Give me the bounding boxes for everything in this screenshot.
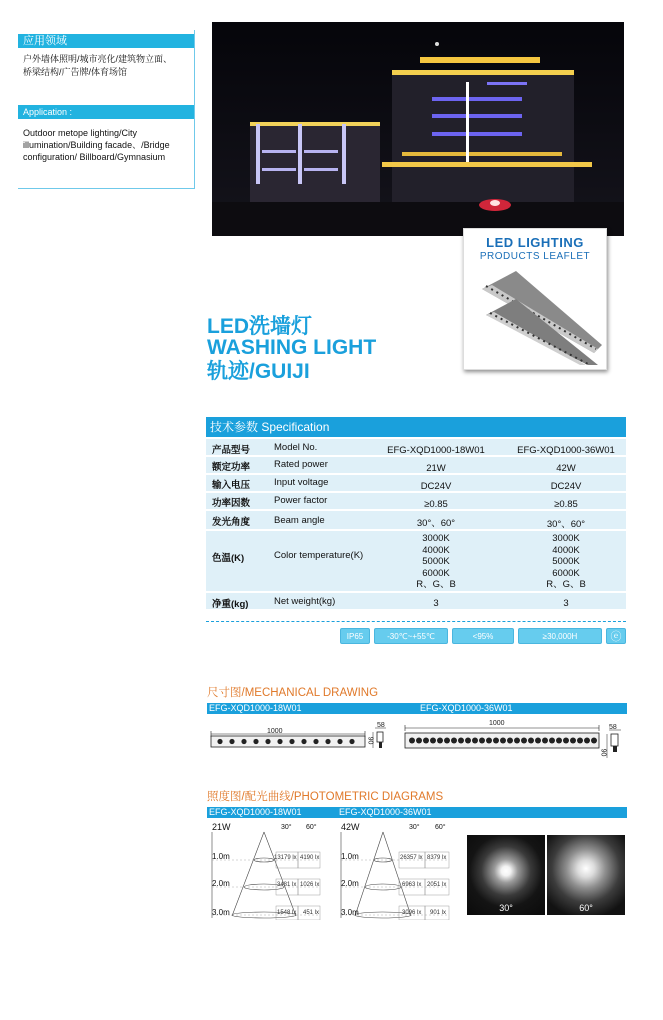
lux-30-value: 6963 lx [402, 882, 422, 888]
length-dim-18w: 1000 [267, 728, 283, 735]
mechanical-model-18w: EFG-XQD1000-18W01 [209, 703, 302, 713]
spec-label-en: Net weight(kg) [274, 596, 336, 607]
application-cn-text-1: 户外墙体照明/城市亮化/建筑物立面、 [23, 54, 173, 64]
leaflet-subtitle: PRODUCTS LEAFLET [479, 251, 591, 262]
spec-value-18w: 3000K 4000K 5000K 6000K R、G、B [416, 533, 456, 590]
leaflet-title: LED LIGHTING [486, 235, 584, 250]
application-en-text-3: configuration/ Billboard/Gymnasium [23, 152, 166, 162]
lifetime-badge: ≥30,000H [518, 628, 602, 644]
product-title-en: WASHING LIGHT [207, 336, 377, 359]
mechanical-drawing [207, 718, 627, 768]
spec-row-weight [206, 593, 626, 611]
beam-cone-18w [210, 822, 322, 920]
spec-label-cn: 发光角度 [212, 517, 251, 528]
spec-divider [206, 621, 626, 622]
spec-label-en: Beam angle [274, 515, 325, 526]
beam-photo-60-label: 60° [579, 903, 593, 913]
lux-60-value: 901 lx [430, 910, 447, 916]
lux-60-value: 1026 lx [300, 882, 320, 888]
application-cn-header: 应用领域 [18, 34, 194, 48]
spec-row-power-factor [206, 493, 626, 511]
width-dim-18w: 58 [377, 722, 385, 729]
product-series: 轨迹/GUIJI [207, 360, 310, 383]
beam-photo-30 [467, 835, 545, 915]
spec-label-cn: 额定功率 [212, 462, 251, 473]
spec-value-18w: 30°、60° [416, 518, 456, 529]
spec-label-en: Input voltage [274, 477, 329, 488]
power-label: 21W [212, 822, 231, 832]
height-dim-18w: 90 [366, 736, 374, 745]
spec-label-cn: 产品型号 [212, 445, 251, 456]
spec-value-36w: 3 [563, 598, 569, 609]
beam-photo-60 [547, 835, 625, 915]
spec-value-36w: ≥0.85 [554, 499, 578, 510]
humidity-badge: <95% [452, 628, 514, 644]
photometric-model-18w: EFG-XQD1000-18W01 [209, 807, 302, 817]
spec-label-cn: 净重(kg) [212, 599, 249, 610]
spec-header: 技术参数 Specification [206, 417, 626, 437]
distance-label: 2.0m [341, 879, 359, 888]
spec-row-beam-angle [206, 511, 626, 531]
ip-rating-badge: IP65 [340, 628, 370, 644]
spec-label-en: Power factor [274, 495, 328, 506]
spec-label-en: Color temperature(K) [274, 550, 364, 561]
spec-value-36w: 42W [556, 463, 576, 474]
leaflet-card [463, 228, 607, 370]
spec-label-cn: 色温(K) [212, 553, 245, 564]
width-dim-36w: 58 [609, 724, 617, 731]
length-dim-36w: 1000 [489, 720, 505, 727]
spec-value-36w: DC24V [550, 481, 582, 492]
application-en-text-1: Outdoor metope lighting/City [23, 128, 138, 138]
photometric-diagram-18w [210, 822, 322, 920]
distance-label: 1.0m [341, 852, 359, 861]
spec-row-color-temp [206, 531, 626, 593]
distance-label: 2.0m [212, 879, 230, 888]
spec-label-cn: 功率因数 [212, 498, 251, 509]
angle-30-label: 30° [409, 824, 420, 831]
spec-value-36w: 3000K 4000K 5000K 6000K R、G、B [546, 533, 586, 590]
angle-60-label: 60° [435, 824, 446, 831]
application-cn-text-2: 桥梁结构/广告牌/体育场馆 [23, 67, 128, 77]
building-illustration [212, 22, 624, 236]
lux-30-value: 1548 lx [277, 910, 297, 916]
product-image [468, 267, 602, 365]
night-facade-photo [212, 22, 624, 236]
distance-label: 1.0m [212, 852, 230, 861]
spec-value-18w: 3 [433, 598, 439, 609]
lux-60-value: 451 lx [303, 910, 320, 916]
temperature-range-badge: -30℃~+55℃ [374, 628, 448, 644]
lux-60-value: 8379 lx [427, 855, 447, 861]
distance-label: 3.0m [341, 908, 359, 917]
spec-label-en: Rated power [274, 459, 328, 470]
lux-60-value: 2051 lx [427, 882, 447, 888]
spec-value-18w: DC24V [420, 481, 452, 492]
angle-30-label: 30° [281, 824, 292, 831]
lux-30-value: 13179 lx [274, 855, 297, 861]
application-en-header: Application : [18, 105, 194, 119]
photometric-model-36w: EFG-XQD1000-36W01 [339, 807, 432, 817]
spec-row-model [206, 439, 626, 457]
product-title-cn: LED洗墙灯 [207, 315, 312, 338]
distance-label: 3.0m [212, 908, 230, 917]
application-en-text-2: illumination/Building facade、/Bridge [23, 140, 170, 150]
spec-row-voltage [206, 475, 626, 493]
lux-30-value: 3481 lx [277, 882, 297, 888]
mechanical-title: 尺寸图/MECHANICAL DRAWING [207, 687, 379, 699]
spec-value-36w: EFG-XQD1000-36W01 [517, 445, 615, 456]
height-dim-36w: 90 [599, 748, 607, 757]
lux-60-value: 4190 lx [300, 855, 320, 861]
beam-cone-36w [339, 822, 451, 920]
spec-row-power [206, 457, 626, 475]
mechanical-model-36w: EFG-XQD1000-36W01 [420, 703, 513, 713]
spec-label-en: Model No. [274, 442, 318, 453]
certification-icon: ⓔ [606, 628, 626, 644]
photometric-diagram-36w [339, 822, 451, 920]
spec-value-36w: 30°、60° [546, 519, 586, 530]
beam-photo-30-label: 30° [499, 903, 513, 913]
spec-value-18w: 21W [426, 463, 446, 474]
power-label: 42W [341, 822, 360, 832]
photometric-title: 照度图/配光曲线/PHOTOMETRIC DIAGRAMS [207, 791, 444, 803]
mechanical-model-bar [207, 703, 627, 714]
spec-label-cn: 输入电压 [212, 480, 251, 491]
lux-30-value: 26357 lx [400, 855, 423, 861]
spec-value-18w: EFG-XQD1000-18W01 [387, 445, 485, 456]
photometric-model-bar [207, 807, 627, 818]
lux-30-value: 3096 lx [402, 910, 422, 916]
application-panel [18, 30, 195, 189]
angle-60-label: 60° [306, 824, 317, 831]
spec-value-18w: ≥0.85 [424, 499, 448, 510]
